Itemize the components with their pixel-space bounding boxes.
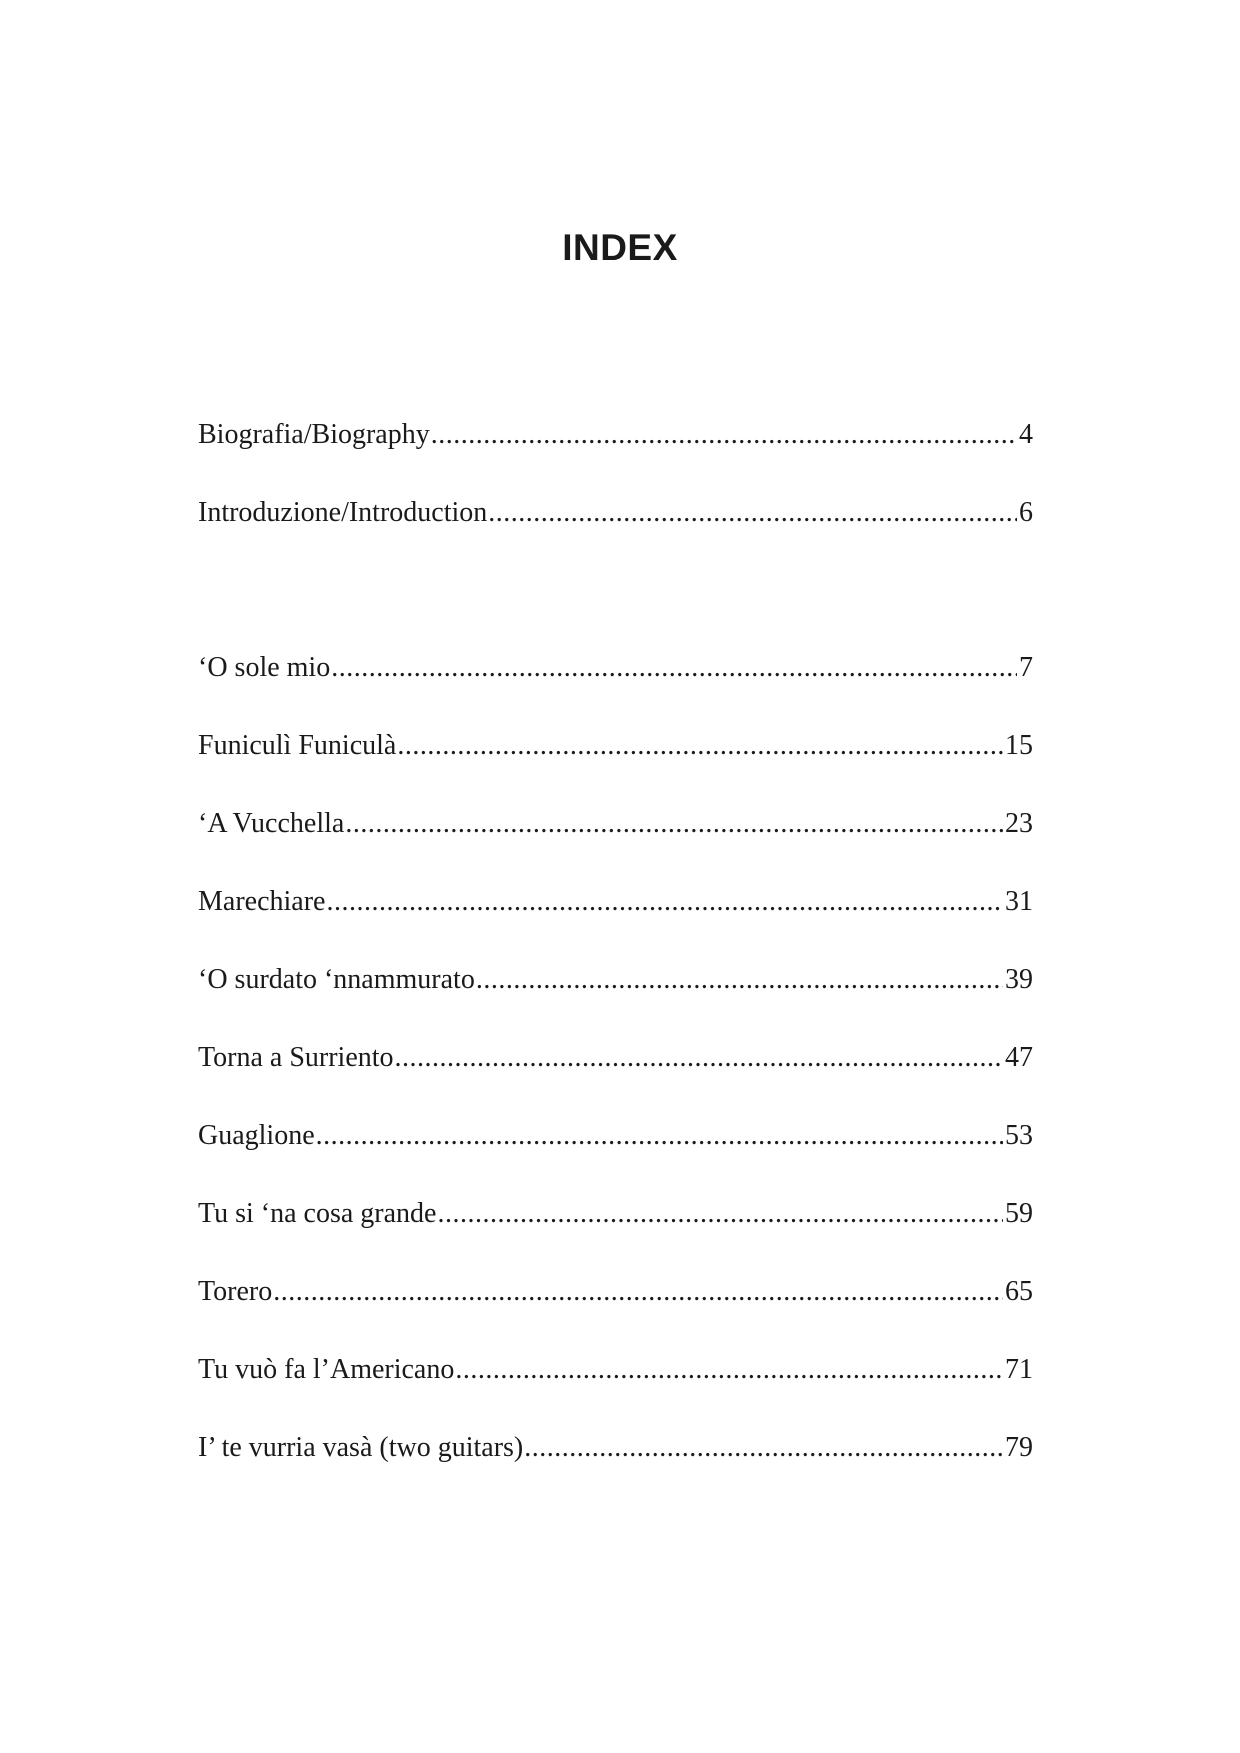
toc-entry-page: 47 [1005, 1042, 1033, 1073]
dot-leader [437, 1196, 1003, 1232]
page-title: INDEX [562, 227, 678, 268]
toc-entry-biography [198, 417, 1033, 453]
toc-entry-label: Torero [198, 1276, 273, 1307]
toc-entry-label: ‘O surdato ‘nnammurato [198, 964, 475, 995]
toc-entry-song [198, 884, 1033, 920]
toc-entry-label: I’ te vurria vasà (two guitars) [198, 1432, 524, 1463]
toc-entry-label: Biografia/Biography [198, 419, 430, 450]
dot-leader [395, 1040, 1003, 1076]
dot-leader [524, 1430, 1003, 1466]
toc-entry-song [198, 1430, 1033, 1466]
toc-entry-label: Tu vuò fa l’Americano [198, 1354, 455, 1385]
toc-entry-song [198, 650, 1033, 686]
dot-leader [397, 728, 1003, 764]
toc-entry-song [198, 1352, 1033, 1388]
toc-entry-page: 4 [1019, 419, 1033, 450]
dot-leader [345, 806, 1003, 842]
dot-leader [476, 962, 1003, 998]
toc-entry-page: 71 [1005, 1354, 1033, 1385]
dot-leader [273, 1274, 1003, 1310]
toc-entry-page: 79 [1005, 1432, 1033, 1463]
toc-entry-page: 65 [1005, 1276, 1033, 1307]
toc-entry-label: Guaglione [198, 1120, 315, 1151]
toc-entry-page: 6 [1019, 497, 1033, 528]
toc-entry-label: ‘O sole mio [198, 652, 331, 683]
toc-entry-page: 39 [1005, 964, 1033, 995]
toc-entry-song [198, 1196, 1033, 1232]
toc-entry-song [198, 962, 1033, 998]
toc-entry-label: Marechiare [198, 886, 326, 917]
toc-entry-label: Tu si ‘na cosa grande [198, 1198, 437, 1229]
toc-entry-song [198, 1040, 1033, 1076]
toc-entry-song [198, 806, 1033, 842]
dot-leader [316, 1118, 1003, 1154]
dot-leader [331, 650, 1017, 686]
dot-leader [326, 884, 1003, 920]
toc-entry-song [198, 1118, 1033, 1154]
toc-entry-page: 7 [1019, 652, 1033, 683]
toc-entry-label: ‘A Vucchella [198, 808, 345, 839]
toc-entry-song [198, 1274, 1033, 1310]
toc-entry-page: 53 [1005, 1120, 1033, 1151]
dot-leader [455, 1352, 1003, 1388]
toc-entry-page: 15 [1005, 730, 1033, 761]
toc-entry-page: 59 [1005, 1198, 1033, 1229]
toc-entry-page: 31 [1005, 886, 1033, 917]
front-matter-list [198, 417, 1033, 573]
toc-entry-label: Introduzione/Introduction [198, 497, 488, 528]
dot-leader [488, 495, 1017, 531]
toc-entry-song [198, 728, 1033, 764]
toc-entry-introduction [198, 495, 1033, 531]
toc-entry-label: Torna a Surriento [198, 1042, 394, 1073]
dot-leader [431, 417, 1017, 453]
songs-list [198, 650, 1033, 1508]
toc-entry-label: Funiculì Funiculà [198, 730, 397, 761]
toc-entry-page: 23 [1005, 808, 1033, 839]
